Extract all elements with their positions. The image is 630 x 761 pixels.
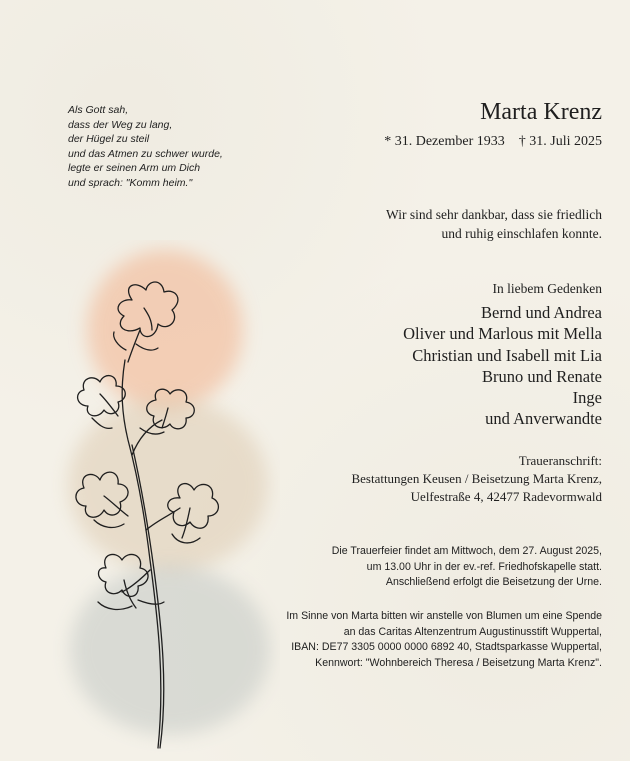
donation-line: an das Caritas Altenzentrum Augustinusstift Wuppertal, bbox=[343, 625, 602, 638]
death-date: † 31. Juli 2025 bbox=[518, 134, 602, 149]
deceased-name: Marta Krenz bbox=[480, 99, 602, 125]
donation-info bbox=[286, 609, 602, 671]
poem-line: legte er seinen Arm um Dich bbox=[68, 162, 201, 175]
mourning-address bbox=[351, 452, 602, 506]
donation-line: Im Sinne von Marta bitten wir anstelle von Blumen um eine Spende bbox=[286, 610, 602, 622]
life-dates bbox=[384, 133, 602, 151]
mourners-list bbox=[403, 302, 602, 430]
poem-line: dass der Weg zu lang, bbox=[68, 118, 173, 131]
mourner-name: Bruno und Renate bbox=[481, 366, 602, 386]
thanks-line: und ruhig einschlafen konnte. bbox=[441, 226, 602, 241]
poem-line: der Hügel zu steil bbox=[68, 133, 150, 146]
donation-line: IBAN: DE77 3305 0000 0000 6892 40, Stadtsparkasse Wuppertal, bbox=[291, 641, 602, 654]
watercolor-grey-blob bbox=[70, 565, 270, 735]
watercolor-peach-blob bbox=[87, 250, 243, 410]
memory-heading: In liebem Gedenken bbox=[492, 281, 602, 296]
address-line: Traueranschrift: bbox=[518, 453, 602, 468]
service-line: Anschließend erfolgt die Beisetzung der Urne. bbox=[385, 576, 602, 589]
address-line: Bestattungen Keusen / Beisetzung Marta Krenz, bbox=[351, 471, 602, 486]
birth-date: * 31. Dezember 1933 bbox=[384, 134, 505, 149]
mourner-name: Inge bbox=[572, 388, 602, 408]
address-line: Uelfestraße 4, 42477 Radevormwald bbox=[410, 489, 602, 504]
service-line: Die Trauerfeier findet am Mittwoch, dem 27. August 2025, bbox=[331, 545, 602, 557]
mourner-name: Bernd und Andrea bbox=[481, 303, 602, 322]
watercolor-flower-illustration bbox=[40, 240, 280, 761]
mourner-name: Christian und Isabell mit Lia bbox=[412, 345, 602, 365]
poem-line: und sprach: "Komm heim." bbox=[68, 176, 193, 189]
donation-line: Kennwort: "Wohnbereich Theresa / Beisetzung Marta Krenz". bbox=[315, 656, 602, 669]
poem-block bbox=[68, 103, 268, 191]
service-line: um 13.00 Uhr in der ev.-ref. Friedhofskapelle statt. bbox=[366, 560, 602, 573]
poem-line: Als Gott sah, bbox=[68, 104, 129, 116]
funeral-service-info bbox=[332, 544, 602, 591]
mourner-name: und Anverwandte bbox=[485, 409, 602, 429]
mourner-name: Oliver und Marlous mit Mella bbox=[403, 324, 602, 344]
thanks-line: Wir sind sehr dankbar, dass sie friedlich bbox=[386, 207, 602, 222]
thanks-text bbox=[386, 205, 602, 243]
poem-line: und das Atmen zu schwer wurde, bbox=[68, 147, 223, 160]
